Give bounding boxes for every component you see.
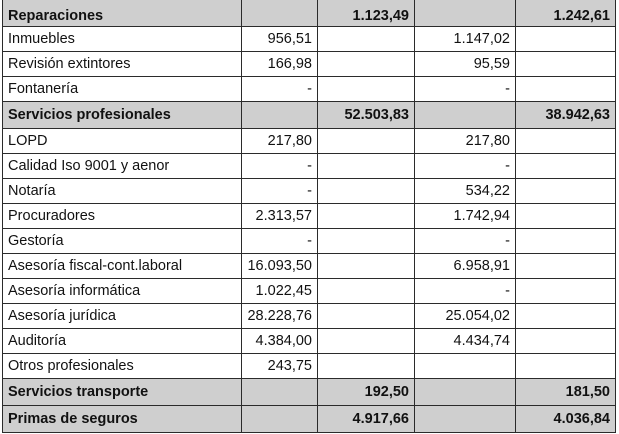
value-cell-col1[interactable]: 166,98 [242, 52, 318, 77]
value-cell-col3[interactable] [415, 0, 516, 27]
value-cell-col1[interactable]: 1.022,45 [242, 279, 318, 304]
expenses-table-body [3, 0, 616, 433]
row-label-cell[interactable]: Notaría [3, 179, 242, 204]
subtotal-cell-col2[interactable] [318, 129, 415, 154]
row-label-cell[interactable]: Otros profesionales [3, 354, 242, 379]
row-label-cell[interactable]: Asesoría fiscal-cont.laboral [3, 254, 242, 279]
row-label-cell[interactable]: Primas de seguros [3, 406, 242, 433]
row-label-cell[interactable]: Calidad Iso 9001 y aenor [3, 154, 242, 179]
subtotal-cell-col2[interactable]: 4.917,66 [318, 406, 415, 433]
value-cell-col3[interactable]: 217,80 [415, 129, 516, 154]
value-cell-col1[interactable]: 28.228,76 [242, 304, 318, 329]
value-cell-col1[interactable]: 2.313,57 [242, 204, 318, 229]
row-label-cell[interactable]: Asesoría jurídica [3, 304, 242, 329]
subtotal-cell-col2[interactable] [318, 27, 415, 52]
table-row [3, 279, 616, 304]
subtotal-cell-col2[interactable] [318, 204, 415, 229]
value-cell-col3[interactable]: 1.742,94 [415, 204, 516, 229]
subtotal-cell-col4[interactable] [516, 154, 616, 179]
value-cell-col3[interactable]: 25.054,02 [415, 304, 516, 329]
table-row [3, 354, 616, 379]
value-cell-col1[interactable] [242, 406, 318, 433]
row-label-cell[interactable]: Gestoría [3, 229, 242, 254]
row-label-cell[interactable]: Auditoría [3, 329, 242, 354]
subtotal-cell-col4[interactable] [516, 329, 616, 354]
value-cell-col1[interactable] [242, 102, 318, 129]
subtotal-cell-col4[interactable] [516, 129, 616, 154]
subtotal-cell-col4[interactable]: 1.242,61 [516, 0, 616, 27]
table-row [3, 304, 616, 329]
value-cell-col1[interactable]: 956,51 [242, 27, 318, 52]
value-cell-col3[interactable] [415, 406, 516, 433]
value-cell-col1[interactable]: - [242, 154, 318, 179]
value-cell-col1[interactable]: - [242, 77, 318, 102]
value-cell-col1[interactable] [242, 0, 318, 27]
table-row [3, 154, 616, 179]
value-cell-col1[interactable]: 16.093,50 [242, 254, 318, 279]
subtotal-cell-col2[interactable] [318, 304, 415, 329]
table-row [3, 179, 616, 204]
value-cell-col3[interactable]: - [415, 279, 516, 304]
table-row [3, 204, 616, 229]
value-cell-col3[interactable]: - [415, 229, 516, 254]
subtotal-cell-col2[interactable] [318, 254, 415, 279]
value-cell-col1[interactable]: - [242, 229, 318, 254]
table-section-row [3, 406, 616, 433]
row-label-cell[interactable]: Revisión extintores [3, 52, 242, 77]
subtotal-cell-col4[interactable]: 38.942,63 [516, 102, 616, 129]
subtotal-cell-col4[interactable] [516, 27, 616, 52]
subtotal-cell-col2[interactable] [318, 279, 415, 304]
subtotal-cell-col2[interactable] [318, 229, 415, 254]
table-section-row [3, 102, 616, 129]
subtotal-cell-col2[interactable] [318, 329, 415, 354]
row-label-cell[interactable]: Asesoría informática [3, 279, 242, 304]
subtotal-cell-col4[interactable] [516, 179, 616, 204]
expenses-table [2, 0, 616, 433]
subtotal-cell-col2[interactable]: 192,50 [318, 379, 415, 406]
subtotal-cell-col2[interactable] [318, 52, 415, 77]
subtotal-cell-col4[interactable]: 181,50 [516, 379, 616, 406]
subtotal-cell-col4[interactable] [516, 254, 616, 279]
subtotal-cell-col2[interactable]: 52.503,83 [318, 102, 415, 129]
table-row [3, 77, 616, 102]
subtotal-cell-col4[interactable] [516, 229, 616, 254]
subtotal-cell-col2[interactable] [318, 154, 415, 179]
value-cell-col1[interactable]: 243,75 [242, 354, 318, 379]
value-cell-col3[interactable]: 95,59 [415, 52, 516, 77]
row-label-cell[interactable]: LOPD [3, 129, 242, 154]
table-section-row [3, 0, 616, 27]
row-label-cell[interactable]: Servicios profesionales [3, 102, 242, 129]
value-cell-col1[interactable]: 217,80 [242, 129, 318, 154]
subtotal-cell-col4[interactable] [516, 204, 616, 229]
value-cell-col3[interactable]: - [415, 154, 516, 179]
value-cell-col3[interactable]: 1.147,02 [415, 27, 516, 52]
row-label-cell[interactable]: Servicios transporte [3, 379, 242, 406]
subtotal-cell-col4[interactable] [516, 77, 616, 102]
value-cell-col3[interactable] [415, 379, 516, 406]
subtotal-cell-col2[interactable] [318, 77, 415, 102]
value-cell-col3[interactable]: 6.958,91 [415, 254, 516, 279]
value-cell-col3[interactable]: 4.434,74 [415, 329, 516, 354]
table-row [3, 129, 616, 154]
value-cell-col3[interactable]: - [415, 77, 516, 102]
table-row [3, 329, 616, 354]
subtotal-cell-col4[interactable] [516, 279, 616, 304]
subtotal-cell-col2[interactable] [318, 354, 415, 379]
subtotal-cell-col4[interactable] [516, 52, 616, 77]
row-label-cell[interactable]: Fontanería [3, 77, 242, 102]
value-cell-col1[interactable] [242, 379, 318, 406]
value-cell-col3[interactable] [415, 354, 516, 379]
value-cell-col3[interactable] [415, 102, 516, 129]
value-cell-col1[interactable]: - [242, 179, 318, 204]
subtotal-cell-col2[interactable] [318, 179, 415, 204]
subtotal-cell-col4[interactable] [516, 354, 616, 379]
table-row [3, 27, 616, 52]
row-label-cell[interactable]: Procuradores [3, 204, 242, 229]
subtotal-cell-col4[interactable] [516, 304, 616, 329]
row-label-cell[interactable]: Reparaciones [3, 0, 242, 27]
value-cell-col3[interactable]: 534,22 [415, 179, 516, 204]
table-section-row [3, 379, 616, 406]
subtotal-cell-col4[interactable]: 4.036,84 [516, 406, 616, 433]
table-row [3, 52, 616, 77]
table-row [3, 254, 616, 279]
row-label-cell[interactable]: Inmuebles [3, 27, 242, 52]
table-row [3, 229, 616, 254]
subtotal-cell-col2[interactable]: 1.123,49 [318, 0, 415, 27]
value-cell-col1[interactable]: 4.384,00 [242, 329, 318, 354]
